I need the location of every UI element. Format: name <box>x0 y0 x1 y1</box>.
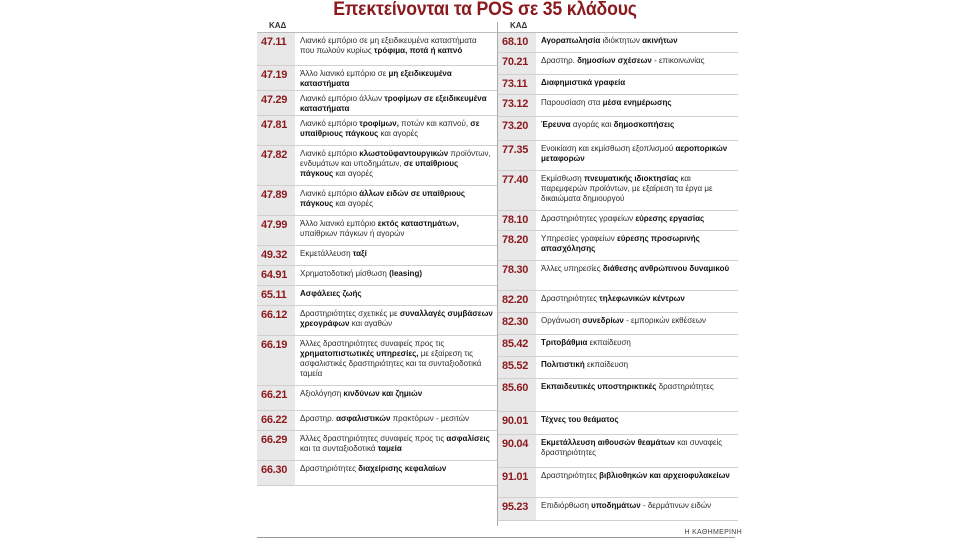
table-row <box>257 33 497 66</box>
source-credit: Η ΚΑΘΗΜΕΡΙΝΗ <box>684 529 742 536</box>
kad-code: 85.42 <box>498 335 536 356</box>
kad-code: 47.89 <box>257 186 295 215</box>
activity-description: Εκμετάλλευση αιθουσών θεαμάτων και συναφείς δραστηριότητες <box>541 438 723 457</box>
kad-code: 47.82 <box>257 146 295 185</box>
kad-code: 49.32 <box>257 246 295 265</box>
activity-description: Χρηματοδοτική μίσθωση (leasing) <box>300 269 422 278</box>
kad-code: 73.20 <box>498 117 536 140</box>
activity-description: Αξιολόγηση κινδύνων και ζημιών <box>300 389 423 398</box>
table-row <box>498 117 738 141</box>
kad-code: 47.99 <box>257 216 295 245</box>
table-row <box>498 141 738 171</box>
activity-description: Εκμετάλλευση ταξί <box>300 249 367 258</box>
activity-description: Άλλο λιανικό εμπόριο σε μη εξειδικευμένα καταστήματα <box>300 69 452 88</box>
table-row <box>257 66 497 91</box>
activity-description: Άλλο λιανικό εμπόριο εκτός καταστημάτων, υπαίθριων πάγκων ή αγορών <box>300 219 459 238</box>
footer-rule <box>257 537 735 538</box>
table-row <box>257 91 497 116</box>
table-row <box>257 216 497 246</box>
activity-description: Τριτοβάθμια εκπαίδευση <box>541 338 631 347</box>
kad-code: 85.52 <box>498 357 536 378</box>
kad-code: 73.11 <box>498 75 536 94</box>
activity-description: Οργάνωση συνεδρίων - εμπορικών εκθέσεων <box>541 316 706 325</box>
table-row <box>257 186 497 216</box>
page-title: Επεκτείνονται τα POS σε 35 κλάδους <box>333 0 637 20</box>
right-rows-list <box>498 32 738 521</box>
kad-code: 77.40 <box>498 171 536 210</box>
table-row <box>498 313 738 335</box>
table-row <box>257 246 497 266</box>
activity-description: Διαφημιστικά γραφεία <box>541 78 626 87</box>
activity-description: Δραστηρ. δημοσίων σχέσεων - επικοινωνίας <box>541 56 705 65</box>
table-row <box>498 33 738 53</box>
table-row <box>498 171 738 211</box>
kad-code: 77.35 <box>498 141 536 170</box>
table-row <box>498 231 738 261</box>
kad-code: 47.19 <box>257 66 295 90</box>
kad-code: 78.20 <box>498 231 536 260</box>
activity-description: Έρευνα αγοράς και δημοσκοπήσεις <box>541 120 675 129</box>
table-row <box>498 335 738 357</box>
kad-code: 90.01 <box>498 412 536 434</box>
column-header-kad: ΚΑΔ <box>269 21 287 30</box>
table-row <box>498 261 738 291</box>
table-row <box>498 357 738 379</box>
kad-code: 82.30 <box>498 313 536 334</box>
activity-description: Εκμίσθωση πνευματικής ιδιοκτησίας και παρεμφερών προϊόντων, με εξαίρεση τα έργα με δικαιώματα δημιουργού <box>541 174 713 203</box>
table-row <box>498 412 738 435</box>
kad-code: 70.21 <box>498 53 536 74</box>
activity-description: Δραστηρ. ασφαλιστικών πρακτόρων - μεσιτών <box>300 414 470 423</box>
activity-description: Λιανικό εμπόριο κλωστοϋφαντουργικών προϊόντων, ενδυμάτων και υποδημάτων, σε υπαίθριους πάγκους και αγορές <box>300 149 491 178</box>
kad-code: 73.12 <box>498 95 536 116</box>
kad-code: 66.30 <box>257 461 295 485</box>
kad-code: 85.60 <box>498 379 536 411</box>
activity-description: Άλλες υπηρεσίες διάθεσης ανθρώπινου δυναμικού <box>541 264 730 273</box>
kad-code: 66.22 <box>257 411 295 430</box>
activity-description: Λιανικό εμπόριο άλλων ειδών σε υπαίθριους πάγκους και αγορές <box>300 189 466 208</box>
table-row <box>257 336 497 386</box>
left-rows-list <box>257 32 497 486</box>
left-column <box>257 20 497 486</box>
table-row <box>257 411 497 431</box>
kad-code: 90.04 <box>498 435 536 467</box>
table-row <box>498 95 738 117</box>
column-header-kad: ΚΑΔ <box>510 21 528 30</box>
activity-description: Δραστηριότητες διαχείρισης κεφαλαίων <box>300 464 447 473</box>
activity-description: Τέχνες του θεάματος <box>541 415 619 424</box>
activity-description: Δραστηριότητες γραφείων εύρεσης εργασίας <box>541 214 705 223</box>
table-row <box>257 306 497 336</box>
table-row <box>498 379 738 412</box>
kad-code: 66.21 <box>257 386 295 410</box>
kad-code: 47.11 <box>257 33 295 65</box>
kad-code: 64.91 <box>257 266 295 285</box>
activity-description: Ενοικίαση και εκμίσθωση εξοπλισμού αεροπορικών μεταφορών <box>541 144 728 163</box>
activity-description: Δραστηριότητες σχετικές με συναλλαγές συμβάσεων χρεογράφων και αγαθών <box>300 309 493 328</box>
kad-code: 78.10 <box>498 211 536 230</box>
activity-description: Υπηρεσίες γραφείων εύρεσης προσωρινής απασχόλησης <box>541 234 700 253</box>
table-row <box>498 435 738 468</box>
kad-code: 82.20 <box>498 291 536 312</box>
table-row <box>498 498 738 521</box>
activity-description: Λιανικό εμπόριο τροφίμων, ποτών και καπνού, σε υπαίθριους πάγκους και αγορές <box>300 119 480 138</box>
table-row <box>498 291 738 313</box>
right-column <box>498 20 738 521</box>
table-row <box>257 461 497 486</box>
activity-description: Αγοραπωλησία ιδιόκτητων ακινήτων <box>541 36 678 45</box>
table-row <box>257 116 497 146</box>
kad-code: 65.11 <box>257 286 295 305</box>
kad-code: 78.30 <box>498 261 536 290</box>
activity-description: Πολιτιστική εκπαίδευση <box>541 360 629 369</box>
table-row <box>498 468 738 498</box>
activity-description: Επιδιόρθωση υποδημάτων - δερμάτινων ειδών <box>541 501 712 510</box>
activity-description: Εκπαιδευτικές υποστηρικτικές δραστηριότητες <box>541 382 714 391</box>
kad-code: 66.29 <box>257 431 295 460</box>
activity-description: Δραστηριότητες τηλεφωνικών κέντρων <box>541 294 685 303</box>
activity-description: Λιανικό εμπόριο άλλων τροφίμων σε εξειδικευμένα καταστήματα <box>300 94 487 113</box>
activity-description: Άλλες δραστηριότητες συναφείς προς τις χρηματοπιστωτικές υπηρεσίες, με εξαίρεση τις ασφαλιστικές δραστηριότητες και τα συνταξιοδοτικά ταμεία <box>300 339 482 378</box>
activity-description: Παρουσίαση στα μέσα ενημέρωσης <box>541 98 672 107</box>
kad-code: 95.23 <box>498 498 536 520</box>
kad-code: 91.01 <box>498 468 536 497</box>
kad-code: 47.81 <box>257 116 295 145</box>
table-row <box>257 386 497 411</box>
table-row <box>498 75 738 95</box>
table-row <box>257 431 497 461</box>
kad-code: 68.10 <box>498 33 536 52</box>
activity-description: Δραστηριότητες βιβλιοθηκών και αρχειοφυλακείων <box>541 471 730 480</box>
table-row <box>257 286 497 306</box>
kad-code: 66.19 <box>257 336 295 385</box>
kad-code: 47.29 <box>257 91 295 115</box>
activity-description: Άλλες δραστηριότητες συναφείς προς τις ασφαλίσεις και τα συνταξιοδοτικά ταμεία <box>300 434 490 453</box>
kad-code: 66.12 <box>257 306 295 335</box>
table-row <box>257 146 497 186</box>
table-row <box>498 53 738 75</box>
table-row <box>257 266 497 286</box>
activity-description: Λιανικό εμπόριο σε μη εξειδικευμένα καταστήματα που πωλούν κυρίως τρόφιμα, ποτά ή καπνό <box>300 36 477 55</box>
activity-description: Ασφάλειες ζωής <box>300 289 362 298</box>
table-row <box>498 211 738 231</box>
